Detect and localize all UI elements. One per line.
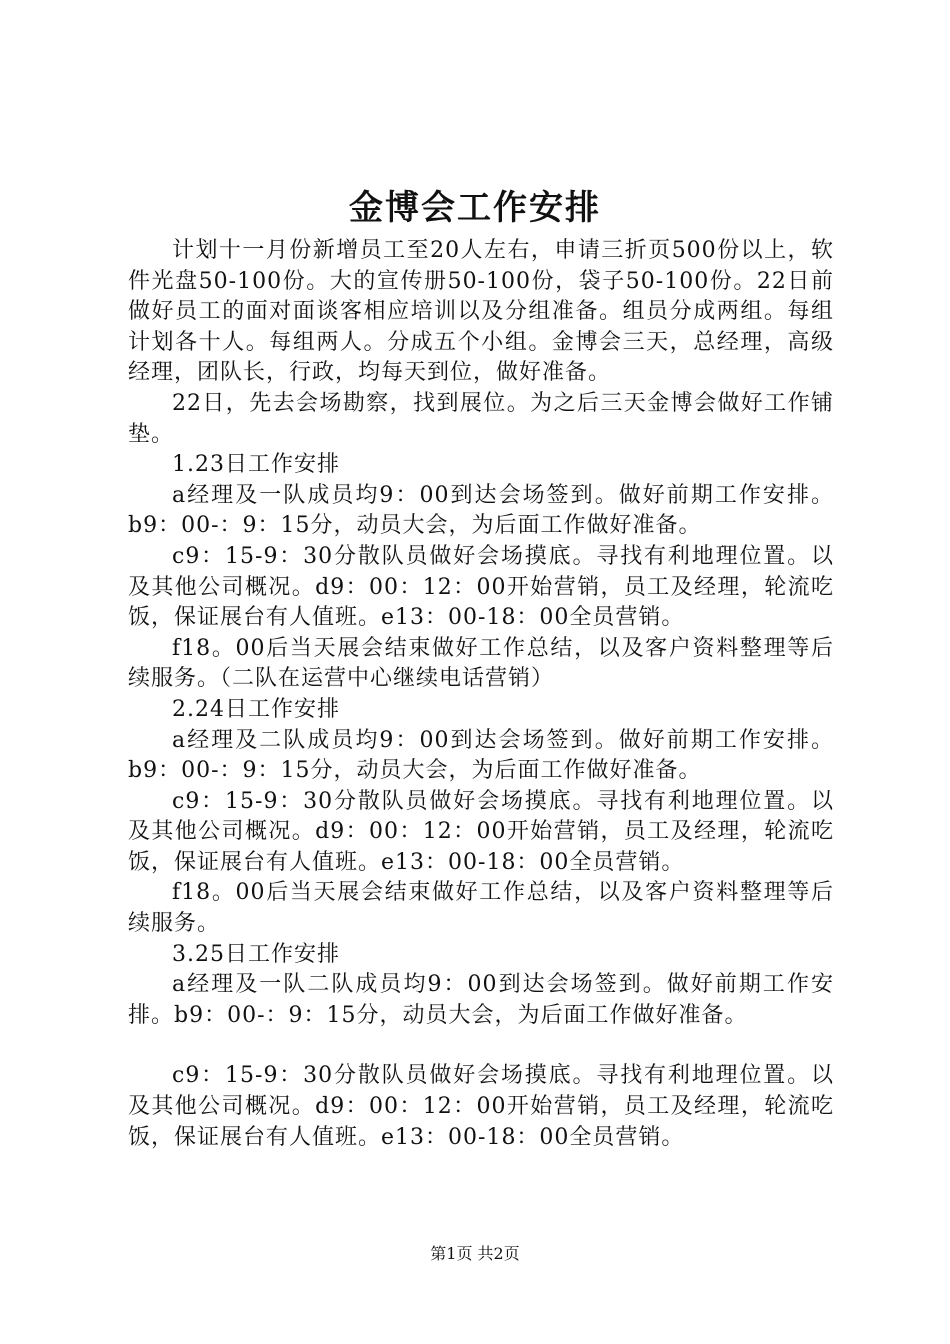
section-heading-23: 1.23日工作安排 [172,452,340,478]
document-body [128,236,834,1153]
paragraph-23-f: f18。00后当天展会结束做好工作总结，以及客户资料整理等后续服务。（二队在运营中心继续电话营销） [128,635,834,692]
paragraph-24-a: a经理及二队成员均9：00到达会场签到。做好前期工作安排。b9：00-：9：15分，动员大会，为后面工作做好准备。 [128,727,834,784]
page-footer: 第1页 共2页 [430,1244,520,1263]
paragraph-intro: 计划十一月份新增员工至20人左右，申请三折页500份以上，软件光盘50-100份。大的宣传册50-100份，袋子50-100份。22日前做好员工的面对面谈客相应培训以及分组准备。组员分成两组。每组计划各十人。每组两人。分成五个小组。金博会三天，总经理，高级经理，团队长，行政，均每天到位，做好准备。 [128,238,834,386]
section-heading-25: 3.25日工作安排 [172,941,340,967]
paragraph-24-f: f18。00后当天展会结束做好工作总结，以及客户资料整理等后续服务。 [128,880,834,937]
paragraph-23-a: a经理及一队成员均9：00到达会场签到。做好前期工作安排。b9：00-：9：15分，动员大会，为后面工作做好准备。 [128,482,834,539]
section-heading-24: 2.24日工作安排 [172,696,340,722]
paragraph-25-a: a经理及一队二队成员均9：00到达会场签到。做好前期工作安排。b9：00-：9：15分，动员大会，为后面工作做好准备。 [128,972,834,1028]
paragraph-day22: 22日，先去会场勘察，找到展位。为之后三天金博会做好工作铺垫。 [128,390,834,447]
paragraph-24-c: c9：15-9：30分散队员做好会场摸底。寻找有利地理位置。以及其他公司概况。d9：00：12：00开始营销，员工及经理，轮流吃饭，保证展台有人值班。e13：00-18：00全员营销。 [128,788,834,875]
paragraph-23-c: c9：15-9：30分散队员做好会场摸底。寻找有利地理位置。以及其他公司概况。d9：00：12：00开始营销，员工及经理，轮流吃饭，保证展台有人值班。e13：00-18：00全员营销。 [128,543,834,631]
page-title: 金博会工作安排 [349,188,601,228]
paragraph-25-c: c9：15-9：30分散队员做好会场摸底。寻找有利地理位置。以及其他公司概况。d9：00：12：00开始营销，员工及经理，轮流吃饭，保证展台有人值班。e13：00-18：00全员营销。 [128,1063,834,1150]
